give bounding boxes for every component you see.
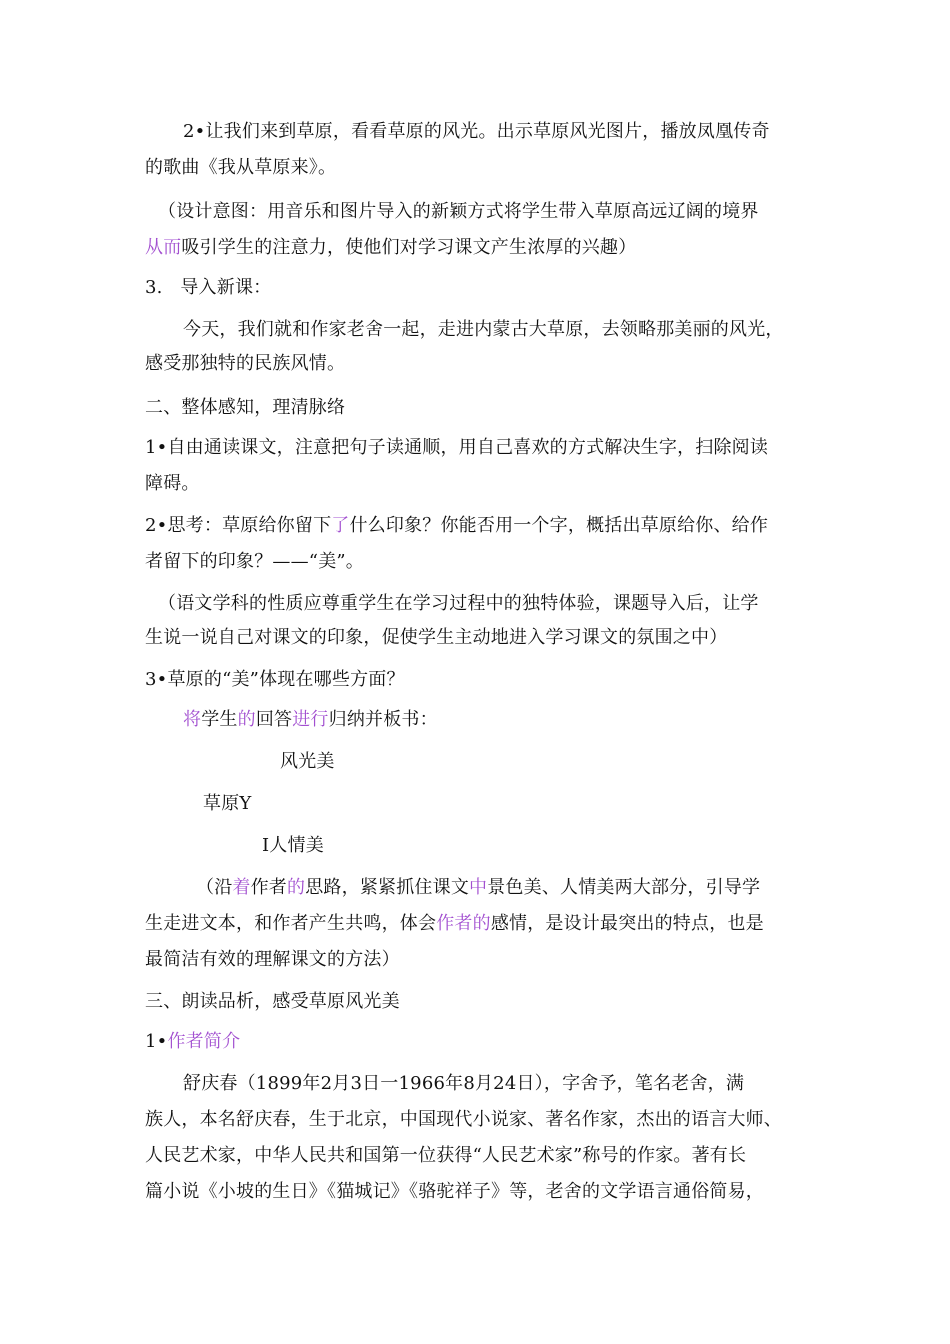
text-segment: 吸引学生的注意力，使他们对学习课文产生浓厚的兴趣） bbox=[181, 237, 637, 258]
text-segment: 学生 bbox=[201, 709, 238, 730]
highlighted-text: 的 bbox=[287, 877, 306, 898]
text-line: 最简洁有效的理解课文的方法） bbox=[145, 949, 400, 970]
text-line: （语文学科的性质应尊重学生在学习过程中的独特体验，课题导入后，让学 bbox=[158, 593, 759, 614]
section-heading: 二、整体感知，理清脉络 bbox=[145, 397, 346, 418]
text-line: 1•自由通读课文，注意把句子读通顺，用自己喜欢的方式解决生字，扫除阅读 bbox=[145, 437, 769, 458]
text-line: 3•草原的“美”体现在哪些方面？ bbox=[145, 669, 405, 690]
text-line: （设计意图：用音乐和图片导入的新颖方式将学生带入草原高远辽阔的境界 bbox=[158, 201, 759, 222]
section-heading: 三、朗读品析，感受草原风光美 bbox=[145, 991, 400, 1012]
text-segment: 1• bbox=[145, 1031, 168, 1052]
text-segment: （沿 bbox=[196, 877, 233, 898]
text-line: 2•让我们来到草原，看看草原的风光。出示草原风光图片，播放凤凰传奇 bbox=[183, 121, 770, 142]
highlighted-text: 将 bbox=[183, 709, 202, 730]
text-line: 的歌曲《我从草原来》。 bbox=[145, 157, 337, 178]
text-line: 今天，我们就和作家老舍一起，走进内蒙古大草原，去领略那美丽的风光， bbox=[183, 319, 784, 340]
highlighted-text: 从而 bbox=[145, 237, 182, 258]
board-item: 风光美 bbox=[280, 751, 335, 772]
text-segment: 感情，是设计最突出的特点，也是 bbox=[490, 913, 764, 934]
text-segment: 生走进文本，和作者产生共鸣，体会 bbox=[145, 913, 437, 934]
text-segment: 作者 bbox=[250, 877, 288, 898]
text-line: 感受那独特的民族风情。 bbox=[145, 353, 346, 374]
board-item: 草原Y bbox=[203, 793, 252, 814]
text-line: 篇小说《小坡的生日》《猫城记》《骆驼祥子》等，老舍的文学语言通俗简易， bbox=[145, 1181, 764, 1202]
text-segment: 景色美、人情美两大部分，引导学 bbox=[487, 877, 761, 898]
highlighted-text: 了 bbox=[331, 515, 350, 536]
text-line bbox=[183, 708, 438, 732]
text-line bbox=[145, 912, 764, 936]
text-line: 障碍。 bbox=[145, 473, 200, 494]
text-line bbox=[145, 1030, 240, 1054]
highlighted-text: 作者的 bbox=[436, 913, 491, 934]
board-item: I人情美 bbox=[262, 835, 324, 856]
highlighted-text: 中 bbox=[469, 877, 488, 898]
highlighted-text: 作者简介 bbox=[167, 1031, 241, 1052]
text-line bbox=[145, 514, 768, 538]
highlighted-text: 着 bbox=[232, 877, 251, 898]
text-segment: 2•思考：草原给你留下 bbox=[145, 515, 332, 536]
text-segment: 归纳并板书： bbox=[328, 709, 438, 730]
text-line: 人民艺术家，中华人民共和国第一位获得“人民艺术家”称号的作家。著有长 bbox=[145, 1145, 747, 1166]
text-line: 生说一说自己对课文的印象，促使学生主动地进入学习课文的氛围之中） bbox=[145, 627, 728, 648]
highlighted-text: 进行 bbox=[292, 709, 329, 730]
text-line: 舒庆春（1899年2月3日一1966年8月24日），字舍予，笔名老舍，满 bbox=[183, 1073, 745, 1094]
highlighted-text: 的 bbox=[237, 709, 256, 730]
section-heading: 3. 导入新课： bbox=[145, 277, 272, 298]
text-segment: 什么印象？你能否用一个字，概括出草原给你、给作 bbox=[349, 515, 769, 536]
text-segment: 回答 bbox=[255, 709, 293, 730]
text-line: 者留下的印象？——“美”。 bbox=[145, 551, 365, 572]
text-segment: 思路，紧紧抓住课文 bbox=[305, 877, 470, 898]
text-line bbox=[145, 236, 636, 260]
text-line bbox=[196, 876, 760, 900]
text-line: 族人，本名舒庆春，生于北京，中国现代小说家、著名作家，杰出的语言大师、 bbox=[145, 1109, 782, 1130]
